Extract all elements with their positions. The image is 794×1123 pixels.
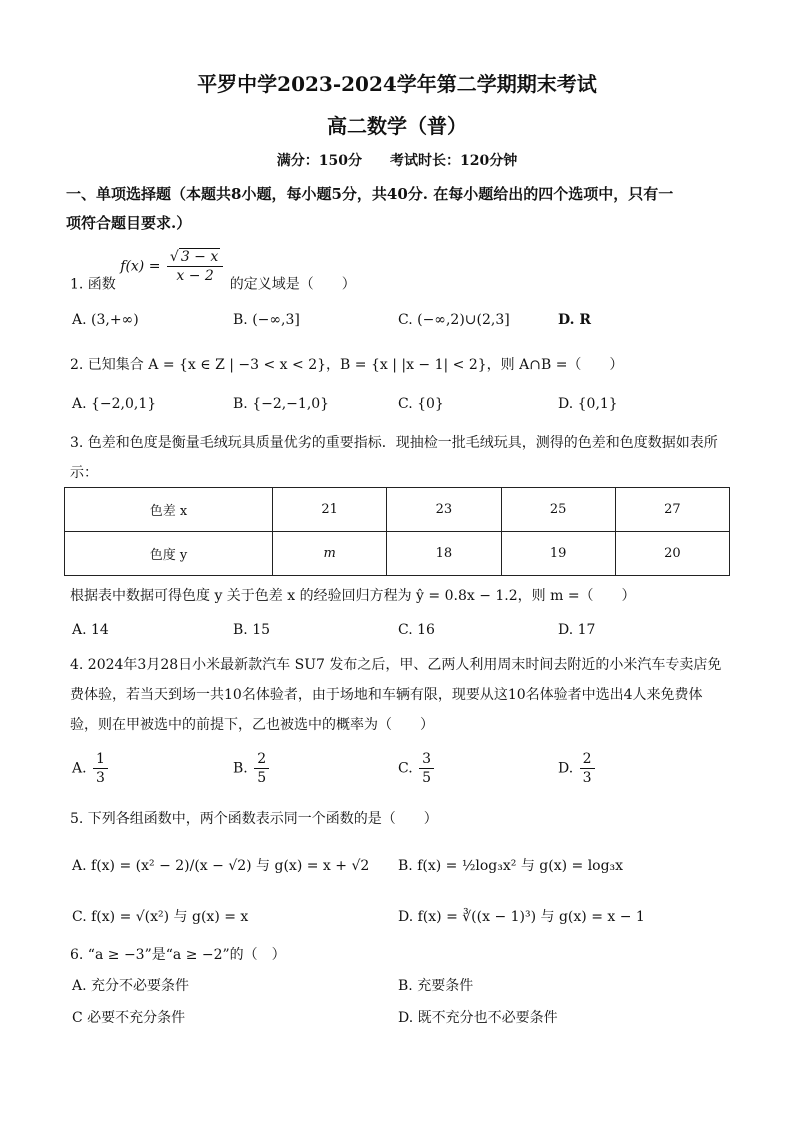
q5-option-b[interactable]: B. f(x) = ½log₃x² 与 g(x) = log₃x [398,858,624,874]
q3-option-c[interactable]: C. 16 [398,622,435,638]
exam-info [0,150,794,170]
option-label: B. [233,760,248,777]
q2-option-b[interactable]: B. {−2,−1,0} [233,396,330,412]
option-label: C. [398,760,413,777]
q5-option-a[interactable]: A. f(x) = (x² − 2)/(x − √2) 与 g(x) = x + √2 [72,858,370,874]
q4-option-b[interactable] [233,750,271,787]
question-4-line2: 费体验，若当天到场一共10名体验者，由于场地和车辆有限，现要从这10名体验者中选出4人来免费体 [70,687,703,703]
q1-option-c[interactable]: C. (−∞,2)∪(2,3] [398,312,510,328]
time-info: 考试时长：120分钟 [390,153,518,169]
q1-prefix: 1. 函数 [70,276,116,293]
table-cell: 19 [501,532,615,576]
color-data-table [64,487,730,576]
q1-denominator: x − 2 [176,268,214,284]
q5-option-d[interactable]: D. f(x) = ∛((x − 1)³) 与 g(x) = x − 1 [398,909,645,925]
q4-c-fraction: $\frac{3}{5}$ [419,750,434,787]
q5-option-c[interactable]: C. f(x) = √(x²) 与 g(x) = x [72,909,249,925]
table-cell: 23 [387,488,501,532]
question-5: 5. 下列各组函数中，两个函数表示同一个函数的是（ ） [70,811,438,827]
q6-option-d[interactable]: D. 既不充分也不必要条件 [398,1010,558,1026]
score-info: 满分：150分 [276,153,362,169]
exam-title: 平罗中学2023-2024学年第二学期期末考试 [197,72,597,96]
table-cell: 25 [501,488,615,532]
question-3-regression: 根据表中数据可得色度 y 关于色差 x 的经验回归方程为 ŷ = 0.8x − 1.2，则 m =（ ） [70,588,636,604]
q1-fraction: $\frac{√ 3 - x}{x - 2}$ [167,248,223,285]
table-cell: 色度 y [65,532,273,576]
question-2: 2. 已知集合 A = {x ∈ Z | −3 < x < 2}，B = {x | |x − 1| < 2}，则 A∩B =（ ） [70,357,624,373]
option-label: D. [558,760,574,777]
q6-option-c[interactable]: C 必要不充分条件 [72,1010,186,1026]
q2-option-c[interactable]: C. {0} [398,396,444,412]
q3-option-b[interactable]: B. 15 [233,622,271,638]
q6-option-b[interactable]: B. 充要条件 [398,978,474,994]
q4-b-fraction: $\frac{2}{5}$ [254,750,269,787]
q2-option-d[interactable]: D. {0,1} [558,396,618,412]
question-3-line2: 示： [70,465,98,481]
q2-option-a[interactable]: A. {−2,0,1} [72,396,157,412]
table-row [65,532,730,576]
question-1 [70,248,356,294]
table-cell: 27 [615,488,729,532]
q4-option-d[interactable] [558,750,597,787]
section-heading-line1: 一、单项选择题（本题共8小题，每小题5分，共40分. 在每小题给出的四个选项中，只有一 [66,185,674,203]
option-label: A. [72,760,87,777]
q4-d-fraction: $\frac{2}{3}$ [580,750,595,787]
q1-func-lhs: f(x) = [120,258,161,275]
q1-suffix: 的定义域是（ ） [229,276,356,293]
q4-a-fraction: $\frac{1}{3}$ [93,750,108,787]
q1-numerator: 3 − x [180,249,219,265]
q4-option-a[interactable] [72,750,110,787]
q3-option-a[interactable]: A. 14 [72,622,109,638]
q1-option-d[interactable]: D. R [558,312,592,328]
table-row [65,488,730,532]
table-cell: 色差 x [65,488,273,532]
section-heading-line2: 项符合题目要求.） [66,214,192,232]
question-4-line1: 4. 2024年3月28日小米最新款汽车 SU7 发布之后，甲、乙两人利用周末时间去附近的小米汽车专卖店免 [70,657,722,673]
q6-option-a[interactable]: A. 充分不必要条件 [72,978,190,994]
q4-option-c[interactable] [398,750,436,787]
table-cell: m [273,532,387,576]
table-cell: 18 [387,532,501,576]
question-3-line1: 3. 色差和色度是衡量毛绒玩具质量优劣的重要指标．现抽检一批毛绒玩具，测得的色差和色度数据如表所 [70,435,718,451]
q3-option-d[interactable]: D. 17 [558,622,596,638]
exam-subtitle: 高二数学（普） [327,114,467,138]
q1-option-a[interactable]: A. (3,+∞) [72,312,139,328]
table-cell: 20 [615,532,729,576]
question-6: 6. “a ≥ −3”是“a ≥ −2”的（ ） [70,947,286,963]
question-4-line3: 验，则在甲被选中的前提下，乙也被选中的概率为（ ） [70,717,434,733]
table-cell: 21 [273,488,387,532]
q1-option-b[interactable]: B. (−∞,3] [233,312,300,328]
